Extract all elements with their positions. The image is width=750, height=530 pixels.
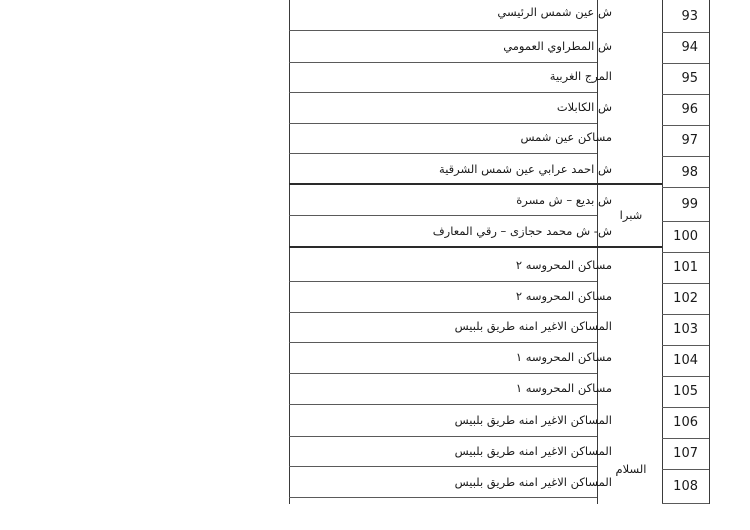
street-name: مساكن عين شمس xyxy=(520,130,612,144)
row-number: 98 xyxy=(681,165,698,180)
table-row xyxy=(289,31,710,61)
row-number: 97 xyxy=(681,133,698,148)
district-salam: السلام xyxy=(615,462,647,476)
street-name: ش المطراوي العمومي xyxy=(503,39,612,53)
table-row xyxy=(289,122,710,152)
row-number: 102 xyxy=(673,291,698,306)
table-row xyxy=(289,373,710,403)
number-separator xyxy=(662,503,709,504)
street-name: المساكن الاغير امنه طريق بلبيس xyxy=(454,413,612,427)
street-name: ش عين شمس الرئيسي xyxy=(497,5,612,19)
table-row xyxy=(289,154,710,184)
street-name: المساكن الاغير امنه طريق بلبيس xyxy=(454,444,612,458)
table-row xyxy=(289,311,710,341)
table-row xyxy=(289,0,710,27)
table-row xyxy=(289,405,710,435)
row-number: 101 xyxy=(673,260,698,275)
row-number: 93 xyxy=(681,9,698,24)
street-name: ش بديع – ش مسرة xyxy=(516,193,612,207)
street-name: المساكن الاغير امنه طريق بلبيس xyxy=(454,475,612,489)
table-row xyxy=(289,250,710,280)
row-number: 108 xyxy=(673,479,698,494)
street-name: المساكن الاغير امنه طريق بلبيس xyxy=(454,319,612,333)
table-row xyxy=(289,61,710,91)
row-number: 95 xyxy=(681,71,698,86)
row-number: 96 xyxy=(681,102,698,117)
row-number: 100 xyxy=(673,229,698,244)
street-name: مساكن المحروسه ١ xyxy=(515,350,612,364)
street-name: ش احمد عرابي عين شمس الشرقية xyxy=(439,162,612,176)
street-name: مساكن المحروسه ٢ xyxy=(515,258,612,272)
row-number: 103 xyxy=(673,322,698,337)
row-number: 94 xyxy=(681,40,698,55)
row-number: 104 xyxy=(673,353,698,368)
row-number: 105 xyxy=(673,384,698,399)
table-row xyxy=(289,281,710,311)
row-separator xyxy=(289,497,597,498)
street-name: المرج الغربية xyxy=(549,69,612,83)
street-name: ش- ش محمد حجازى – رقي المعارف xyxy=(432,224,612,238)
street-name: ش الكابلات xyxy=(556,100,612,114)
street-name: مساكن المحروسه ١ xyxy=(515,381,612,395)
table-row xyxy=(289,342,710,372)
group-separator-salam-top xyxy=(289,246,662,248)
streets-table xyxy=(289,0,710,504)
table-row xyxy=(289,92,710,122)
district-shubra: شبرا xyxy=(619,208,643,222)
row-number: 106 xyxy=(673,415,698,430)
street-name: مساكن المحروسه ٢ xyxy=(515,289,612,303)
row-number: 99 xyxy=(681,197,698,212)
row-number: 107 xyxy=(673,446,698,461)
